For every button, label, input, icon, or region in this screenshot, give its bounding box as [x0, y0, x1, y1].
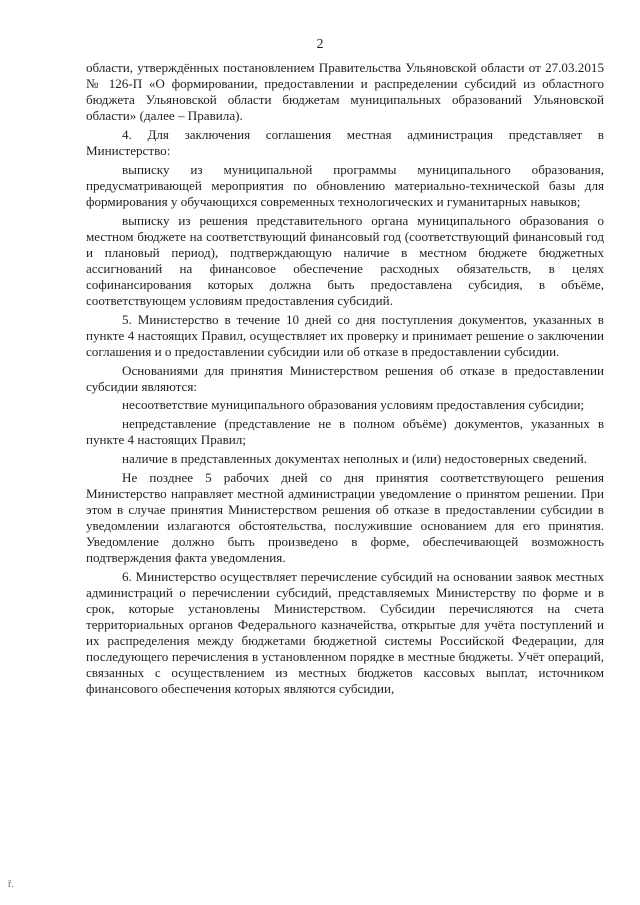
- paragraph-clause-5: 5. Министерство в течение 10 дней со дня поступления документов, указанных в пункте 4 настоящих Правил, осуществляет их проверку и принимает решение о заключении соглашения и о предоставлении субсидии или об отказе в предоставлении субсидии.: [86, 311, 604, 359]
- paragraph-rules-reference: области, утверждённых постановлением Правительства Ульяновской области от 27.03.2015 № 126-П «О формировании, предоставлении и распределении субсидий из областного бюджета Ульяновской области бюджетам муниципальных образований Ульяновской области» (далее – Правила).: [86, 60, 604, 124]
- paragraph-clause-4: 4. Для заключения соглашения местная администрация представляет в Министерство:: [86, 126, 604, 159]
- list-item-nonconformity: несоответствие муниципального образования условиям предоставления субсидии;: [122, 397, 585, 413]
- page-number: 2: [316, 37, 324, 52]
- list-item-incomplete-info: наличие в представленных документах неполных и (или) недостоверных сведений.: [122, 450, 588, 466]
- paragraph-notification: Не позднее 5 рабочих дней со дня принятия соответствующего решения Министерство направляет местной администрации уведомление о принятом решении. При этом в случае принятия Министерством решения об отказе в предоставлении субсидии в уведомлении излагаются обстоятельства, послужившие основанием для его принятия. Уведомление должно быть произведено в форме, обеспечивающей возможность подтверждения факта уведомления.: [86, 469, 604, 566]
- list-item-budget-decision-extract: выписку из решения представительного органа муниципального образования о местном бюджете на соответствующий финансовый год (соответствующий финансовый год и плановый период), подтверждающую наличие в местном бюджете бюджетных ассигнований на финансовое обеспечение расходных обязательств, в целях софинансирования которых должна быть предоставлена субсидия, в объёме, соответствующем условиям предоставления субсидий.: [86, 212, 604, 309]
- document-body: [86, 60, 604, 700]
- paragraph-clause-6: 6. Министерство осуществляет перечисление субсидий на основании заявок местных администраций о перечислении субсидий, представляемых Министерству по форме и в срок, которые установлены Министерством. Субсидии перечисляются на счета территориальных органов Федерального казначейства, открытые для учёта поступлений и их распределения между бюджетами бюджетной системы Российской Федерации, для последующего перечисления в установленном порядке в местные бюджеты. Учёт операций, связанных с осуществлением из местных бюджетов кассовых выплат, источником финансового обеспечения которых являются субсидии,: [86, 568, 604, 697]
- list-item-program-extract: выписку из муниципальной программы муниципального образования, предусматривающей мероприятия по обновлению материально-технической базы для формирования у обучающихся современных технологических и гуманитарных навыков;: [86, 161, 604, 209]
- margin-mark: ř.: [8, 879, 14, 890]
- paragraph-refusal-grounds: Основаниями для принятия Министерством решения об отказе в предоставлении субсидии являются:: [86, 362, 604, 394]
- list-item-missing-documents: непредставление (представление не в полном объёме) документов, указанных в пункте 4 настоящих Правил;: [86, 416, 604, 448]
